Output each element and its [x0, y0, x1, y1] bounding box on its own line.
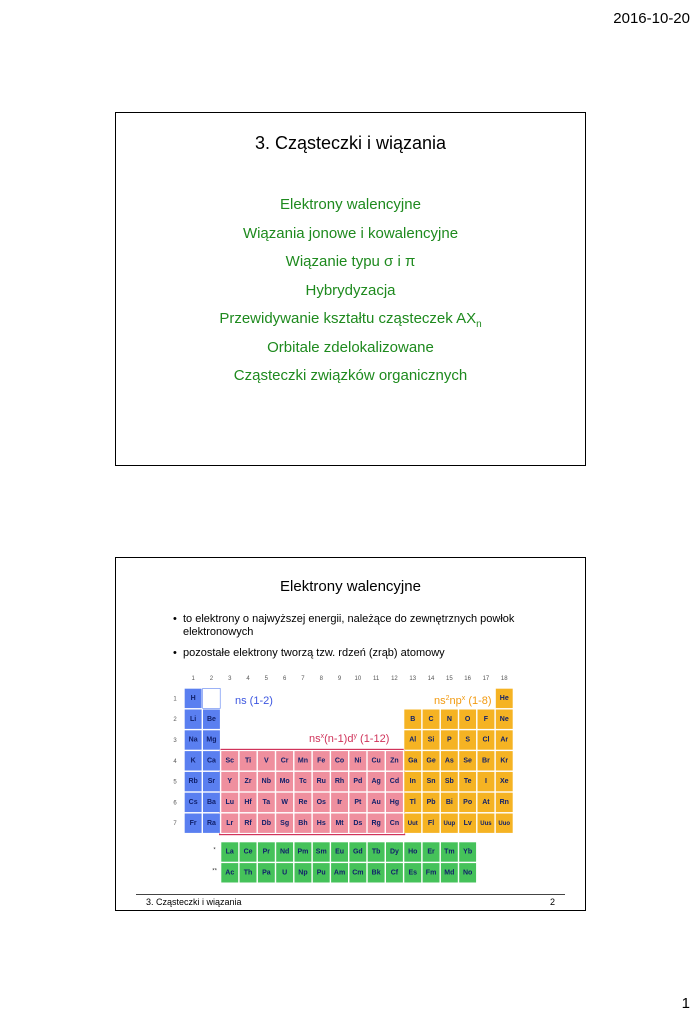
d-label-sup: x	[320, 733, 325, 740]
topic-item-subscript: n	[476, 319, 482, 330]
element-symbol: Be	[206, 715, 216, 723]
element-symbol: Ar	[500, 736, 509, 744]
element-symbol: Er	[427, 848, 435, 856]
document-date: 2016-10-20	[613, 10, 690, 27]
element-symbol: Po	[463, 799, 473, 806]
element-symbol: Tb	[371, 848, 381, 856]
group-number-label: 14	[427, 676, 435, 682]
element-symbol: No	[462, 869, 473, 877]
element-symbol: Nd	[279, 848, 290, 856]
element-symbol: Co	[334, 757, 345, 765]
element-symbol: Fe	[317, 757, 326, 765]
element-symbol: K	[190, 757, 196, 765]
group-number-label: 11	[373, 676, 380, 682]
slide-1-topics	[116, 196, 585, 396]
group-number-label: 10	[354, 676, 362, 682]
element-symbol: Ne	[499, 715, 509, 723]
topic-item: Wiązania jonowe i kowalencyjne	[242, 224, 459, 242]
element-symbol: La	[225, 848, 234, 856]
element-symbol: Lv	[463, 819, 472, 827]
period-number-label: 2	[173, 717, 177, 724]
element-symbol: Si	[427, 736, 435, 744]
group-number-label: 9	[337, 676, 342, 682]
empty-cell	[203, 688, 221, 708]
element-symbol: Yb	[463, 848, 473, 856]
topic-item: Hybrydyzacja	[305, 281, 396, 299]
element-symbol: Cn	[389, 819, 400, 827]
slide-2	[115, 557, 586, 911]
element-symbol: Pb	[426, 799, 436, 806]
element-symbol: Au	[371, 799, 381, 806]
element-symbol: Es	[408, 869, 418, 877]
element-symbol: V	[264, 757, 269, 765]
bullet-item: • to elektrony o najwyższej energii, należące do zewnętrznych powłok elektronowych	[173, 613, 545, 639]
element-symbol: Zr	[244, 778, 252, 786]
element-symbol: Mn	[297, 757, 309, 765]
p-block-label	[434, 695, 492, 707]
element-symbol: Ca	[206, 757, 216, 765]
element-symbol: Ds	[353, 819, 363, 827]
d-label-part: ns	[309, 733, 321, 745]
element-symbol: Bi	[445, 799, 453, 806]
f-block-marker: **	[212, 868, 217, 875]
period-number-label: 7	[173, 821, 177, 828]
element-symbol: Uut	[407, 820, 418, 827]
d-block-label	[309, 733, 389, 745]
p-label-part: ns	[434, 695, 446, 707]
element-symbol: Fm	[425, 869, 437, 877]
element-symbol: Md	[444, 869, 455, 877]
element-symbol: Pm	[297, 848, 309, 856]
group-number-label: 5	[264, 676, 269, 682]
group-number-label: 12	[391, 676, 398, 682]
element-symbol: Tm	[444, 848, 455, 856]
element-symbol: Ag	[371, 778, 381, 786]
slide-1-title: 3. Cząsteczki i wiązania	[254, 133, 447, 153]
group-number-label: 13	[409, 676, 417, 682]
element-symbol: Th	[243, 869, 253, 877]
element-symbol: Ge	[426, 757, 436, 765]
element-symbol: Sm	[315, 848, 327, 856]
element-symbol: Te	[463, 778, 472, 786]
group-number-label: 7	[301, 676, 305, 682]
element-symbol: Ta	[262, 799, 271, 806]
element-symbol: Ba	[206, 799, 216, 806]
slide-2-title: Elektrony walencyjne	[280, 578, 421, 595]
topic-item-text: Przewidywanie kształtu cząsteczek AX	[219, 310, 477, 327]
element-symbol: Pd	[353, 778, 363, 786]
element-symbol: Bh	[298, 819, 308, 827]
d-label-part: (1-12)	[356, 733, 390, 745]
element-symbol: Rn	[499, 799, 509, 806]
element-symbol: O	[464, 715, 471, 723]
element-symbol: Br	[482, 757, 490, 765]
element-symbol: Rh	[334, 778, 345, 786]
element-symbol: Hg	[389, 799, 400, 806]
element-symbol: I	[484, 778, 487, 786]
element-symbol: Cf	[390, 869, 399, 877]
element-symbol: Cd	[389, 778, 400, 786]
element-symbol: Cl	[482, 736, 490, 744]
group-number-label: 16	[464, 676, 471, 682]
d-label-sup: y	[353, 733, 357, 740]
element-symbol: Cm	[352, 869, 364, 877]
element-symbol: Db	[261, 819, 272, 827]
element-symbol: Rf	[244, 819, 252, 827]
element-symbol: N	[446, 715, 452, 723]
element-symbol: At	[482, 799, 490, 806]
element-symbol: Tc	[299, 778, 307, 786]
element-symbol: Tl	[409, 799, 416, 806]
element-symbol: Rg	[371, 819, 381, 827]
element-symbol: Sb	[444, 778, 454, 786]
element-symbol: Ho	[408, 848, 418, 856]
group-number-label: 15	[446, 676, 453, 682]
period-number-label: 5	[173, 779, 177, 786]
periodic-table	[116, 558, 587, 912]
element-symbol: Ra	[206, 819, 216, 827]
element-symbol: Gd	[352, 848, 363, 856]
element-symbol: Hf	[244, 799, 252, 806]
element-symbol: Y	[227, 778, 233, 786]
element-symbol: H	[190, 695, 196, 702]
element-symbol: S	[465, 736, 470, 744]
element-symbol: Li	[190, 715, 197, 723]
element-symbol: Fr	[189, 819, 197, 827]
element-symbol: He	[499, 695, 509, 702]
element-symbol: Mt	[335, 819, 344, 827]
f-block-marker: *	[213, 847, 216, 854]
element-symbol: Sr	[207, 778, 216, 786]
element-symbol: Pr	[262, 848, 271, 856]
element-symbol: Lu	[225, 799, 235, 806]
element-symbol: Fl	[427, 819, 435, 827]
element-symbol: Uup	[443, 820, 456, 827]
period-number-label: 1	[173, 696, 177, 703]
element-symbol: Nb	[261, 778, 272, 786]
element-symbol: Mo	[279, 778, 290, 786]
element-symbol: P	[447, 736, 452, 744]
element-symbol: Zn	[390, 757, 399, 765]
element-symbol: Uus	[480, 820, 492, 827]
element-symbol: Ac	[225, 869, 235, 877]
element-symbol: Mg	[206, 736, 217, 744]
element-symbol: F	[483, 715, 489, 723]
element-symbol: Am	[333, 869, 346, 877]
p-label-sup: x	[461, 695, 466, 702]
element-symbol: As	[444, 757, 454, 765]
element-symbol: Ru	[316, 778, 326, 786]
element-symbol: Hs	[316, 819, 326, 827]
element-symbol: Sg	[280, 819, 290, 827]
group-number-label: 3	[228, 676, 232, 682]
element-symbol: Pt	[354, 799, 362, 806]
group-number-label: 17	[482, 676, 490, 682]
topic-item: Orbitale zdelokalizowane	[267, 338, 434, 356]
element-symbol: Lr	[226, 819, 234, 827]
element-symbol: B	[410, 715, 416, 723]
period-number-label: 6	[173, 800, 177, 807]
p-label-part: (1-8)	[465, 695, 492, 707]
element-symbol: Al	[409, 736, 417, 744]
element-symbol: Kr	[500, 757, 509, 765]
topic-item	[116, 310, 585, 339]
element-symbol: C	[428, 715, 434, 723]
element-symbol: Dy	[389, 848, 399, 856]
group-number-label: 1	[191, 676, 195, 682]
element-symbol: Se	[463, 757, 472, 765]
p-label-part: np	[449, 695, 462, 707]
period-number-label: 4	[173, 758, 177, 765]
footer-divider	[136, 894, 565, 895]
element-symbol: Pa	[262, 869, 271, 877]
element-symbol: Ce	[243, 848, 253, 856]
slide-footer-title: 3. Cząsteczki i wiązania	[146, 897, 242, 907]
element-symbol: In	[409, 778, 416, 786]
element-symbol: Cr	[280, 757, 289, 765]
element-symbol: Ga	[408, 757, 418, 765]
group-number-label: 8	[319, 676, 323, 682]
s-block-label: ns (1-2)	[235, 695, 273, 707]
slide-footer-page: 2	[549, 897, 555, 907]
element-symbol: Na	[188, 736, 198, 744]
element-symbol: Rb	[188, 778, 198, 786]
topic-item: Elektrony walencyjne	[280, 196, 421, 213]
element-symbol: Sc	[225, 757, 235, 765]
element-symbol: Np	[298, 869, 308, 877]
element-symbol: Ir	[337, 799, 342, 806]
element-symbol: Uuo	[498, 820, 511, 827]
element-symbol: Eu	[335, 848, 345, 856]
group-number-label: 18	[500, 676, 508, 682]
element-symbol: U	[282, 869, 288, 877]
element-symbol: Xe	[499, 778, 509, 786]
element-symbol: W	[281, 799, 288, 806]
topic-item: Wiązanie typu σ i π	[285, 253, 416, 270]
slide-1	[115, 112, 586, 466]
element-symbol: Cs	[188, 799, 198, 806]
topic-item: Cząsteczki związków organicznych	[233, 367, 468, 384]
element-symbol: Ti	[244, 757, 252, 765]
page-number: 1	[681, 995, 690, 1012]
element-symbol: Sn	[426, 778, 436, 786]
element-symbol: Re	[298, 799, 308, 806]
element-symbol: Bk	[371, 869, 381, 877]
d-label-part: (n-1)d	[324, 733, 354, 745]
p-label-sup: 2	[445, 695, 450, 702]
element-symbol: Ni	[354, 757, 362, 765]
group-number-label: 2	[209, 676, 214, 682]
element-symbol: Pu	[316, 869, 326, 877]
group-number-label: 4	[246, 676, 250, 682]
element-symbol: Cu	[371, 757, 381, 765]
bullet-item: • pozostałe elektrony tworzą tzw. rdzeń (zrąb) atomowy	[173, 647, 545, 660]
element-symbol: Os	[316, 799, 326, 806]
group-number-label: 6	[282, 676, 287, 682]
period-number-label: 3	[173, 738, 177, 744]
